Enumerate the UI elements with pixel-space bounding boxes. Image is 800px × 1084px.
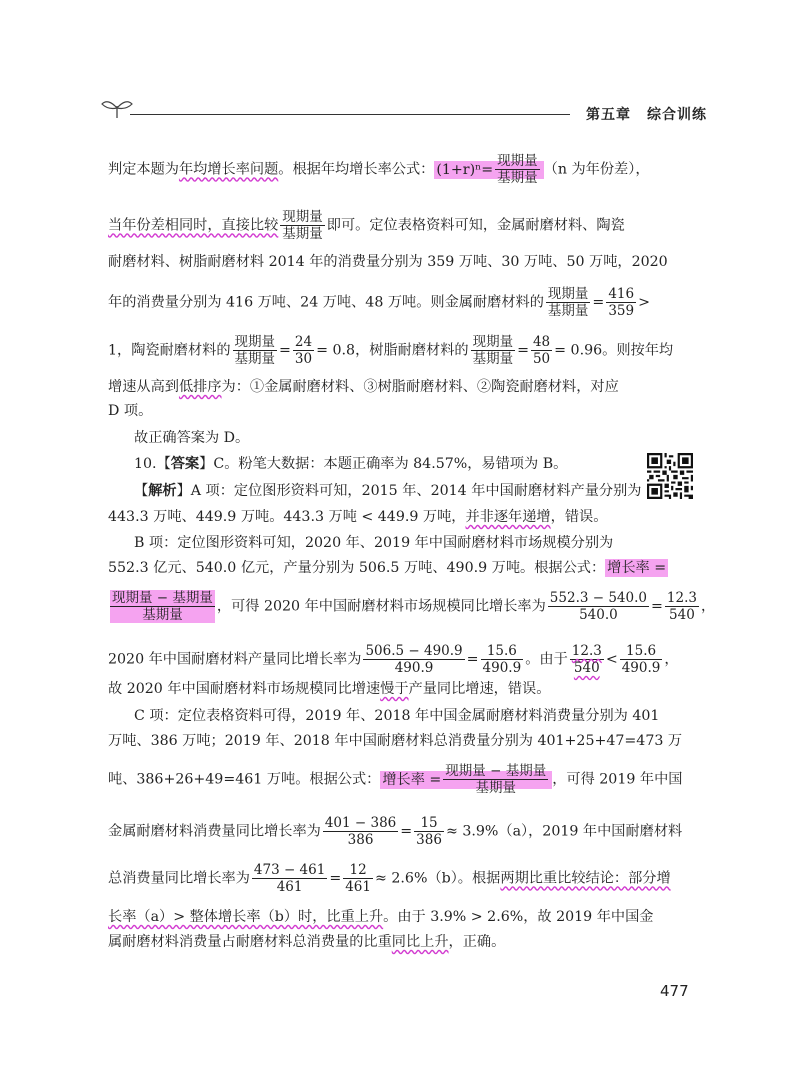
sprout-icon xyxy=(100,96,134,120)
header-rule xyxy=(130,114,570,115)
page-number: 477 xyxy=(660,982,689,1000)
highlighted-formula: (1+r)ⁿ= $\frac{\text{现期量}}{\text{基期量}}$ xyxy=(434,161,543,179)
underlined-text: 两期比重比较结论：部分增 xyxy=(500,870,671,887)
underlined-text: 同比上升 xyxy=(391,934,449,950)
text-line: 金属耐磨材料消费量同比增长率为 $\frac{401 - 386}{386}$ = $\frac{15}{386}$ ≈ 3.9%（a），2019 年中国耐磨材料 xyxy=(108,815,683,848)
text-line: 1，陶瓷耐磨材料的 $\frac{\text{现期量}}{\text{基期量}}$ = $\frac{24}{30}$ = 0.8，树脂耐磨材料的 $\frac{\text{现期量}}{\text{基期量}}$ = $\frac{48}{50}$ = 0.96。则按年均 xyxy=(108,334,674,367)
text-line: 552.3 亿元、540.0 亿元，产量分别为 506.5 万吨、490.9 万吨。根据公式： 增长率 = xyxy=(108,560,667,576)
underlined-text: 长率（a）> 整体增长率（b）时，比重上升 xyxy=(108,909,384,925)
text-line: 故 2020 年中国耐磨材料市场规模同比增速慢于产量同比增速，错误。 xyxy=(108,681,551,697)
text-line: 2020 年中国耐磨材料产量同比增长率为 $\frac{506.5 - 490.9}{490.9}$ = $\frac{15.6}{490.9}$ 。由于 $\frac{12.3}{540}$ < $\frac{15.6}{490.9}$ ， xyxy=(108,643,679,676)
answer-heading: 10.【答案】C。粉笔大数据：本题正确率为 84.57%，易错项为 B。 xyxy=(134,456,568,472)
text-line: 增速从高到低排序为：①金属耐磨材料、③树脂耐磨材料、②陶瓷耐磨材料，对应 xyxy=(108,379,619,395)
text-line: 耐磨材料、树脂耐磨材料 2014 年的消费量分别为 359 万吨、30 万吨、50 万吨，2020 xyxy=(108,254,668,270)
underlined-text: 年均增长率问题 xyxy=(178,161,279,178)
text-line: 吨、386+26+49=461 万吨。根据公式： 增长率 = $\frac{\text{现期量 − 基期量}}{\text{基期量}}$ ，可得 2019 年中国 xyxy=(108,763,683,796)
underlined-text: 并非逐年递增 xyxy=(465,509,551,525)
text-line: 当年份差相同时，直接比较 $\frac{\text{现期量}}{\text{基期量}}$ 即可。定位表格资料可知，金属耐磨材料、陶瓷 xyxy=(108,209,625,242)
chapter-title: 第五章 xyxy=(586,107,631,123)
text-line: 长率（a）> 整体增长率（b）时，比重上升。由于 3.9% > 2.6%，故 2019 年中国金 xyxy=(108,909,654,925)
analysis-heading: 【解析】A 项：定位图形资料可知，2015 年、2014 年中国耐磨材料产量分别为 xyxy=(134,483,642,499)
qr-code-icon xyxy=(647,453,693,499)
text-line: D 项。 xyxy=(108,403,153,419)
text-line: 属耐磨材料消费量占耐磨材料总消费量的比重同比上升，正确。 xyxy=(108,934,506,950)
underlined-text: 慢于 xyxy=(380,681,409,697)
text-line: 判定本题为年均增长率问题。根据年均增长率公式： (1+r)ⁿ= $\frac{\text{现期量}}{\text{基期量}}$ （n 为年份差）， xyxy=(108,153,650,186)
text-line: 总消费量同比增长率为 $\frac{473 - 461}{461}$ = $\frac{12}{461}$ ≈ 2.6%（b）。根据两期比重比较结论：部分增 xyxy=(108,862,671,895)
underlined-text: 当年份差相同时，直接比较 xyxy=(108,217,279,234)
text-line: 万吨、386 万吨；2019 年、2018 年中国耐磨材料总消费量分别为 401+25+47=473 万 xyxy=(108,733,683,749)
chapter-header xyxy=(586,104,723,124)
highlighted-formula: 增长率 = $\frac{\text{现期量 − 基期量}}{\text{基期量}}$ xyxy=(380,771,552,789)
highlighted-formula: 增长率 = xyxy=(607,560,667,576)
text-line: B 项：定位图形资料可知，2020 年、2019 年中国耐磨材料市场规模分别为 xyxy=(134,535,614,551)
text-line: 年的消费量分别为 416 万吨、24 万吨、48 万吨。则金属耐磨材料的 $\frac{\text{现期量}}{\text{基期量}}$ = $\frac{416}{359}$ > xyxy=(108,286,650,319)
text-line: C 项：定位表格资料可得，2019 年、2018 年中国金属耐磨材料消费量分别为 401 xyxy=(134,708,660,724)
answer-line: 故正确答案为 D。 xyxy=(134,430,250,446)
text-line: 443.3 万吨、449.9 万吨。443.3 万吨 < 449.9 万吨，并非逐年递增，错误。 xyxy=(108,509,608,525)
underlined-text: 低排序 xyxy=(178,379,222,395)
text-line: $\frac{\text{现期量 − 基期量}}{\text{基期量}}$ ，可得 2020 年中国耐磨材料市场规模同比增长率为 $\frac{552.3 - 540.0}{540.0}$ = $\frac{12.3}{540}$ ， xyxy=(112,590,716,623)
section-title: 综合训练 xyxy=(647,107,707,123)
highlighted-formula: $\frac{\text{现期量 − 基期量}}{\text{基期量}}$ xyxy=(112,590,213,623)
